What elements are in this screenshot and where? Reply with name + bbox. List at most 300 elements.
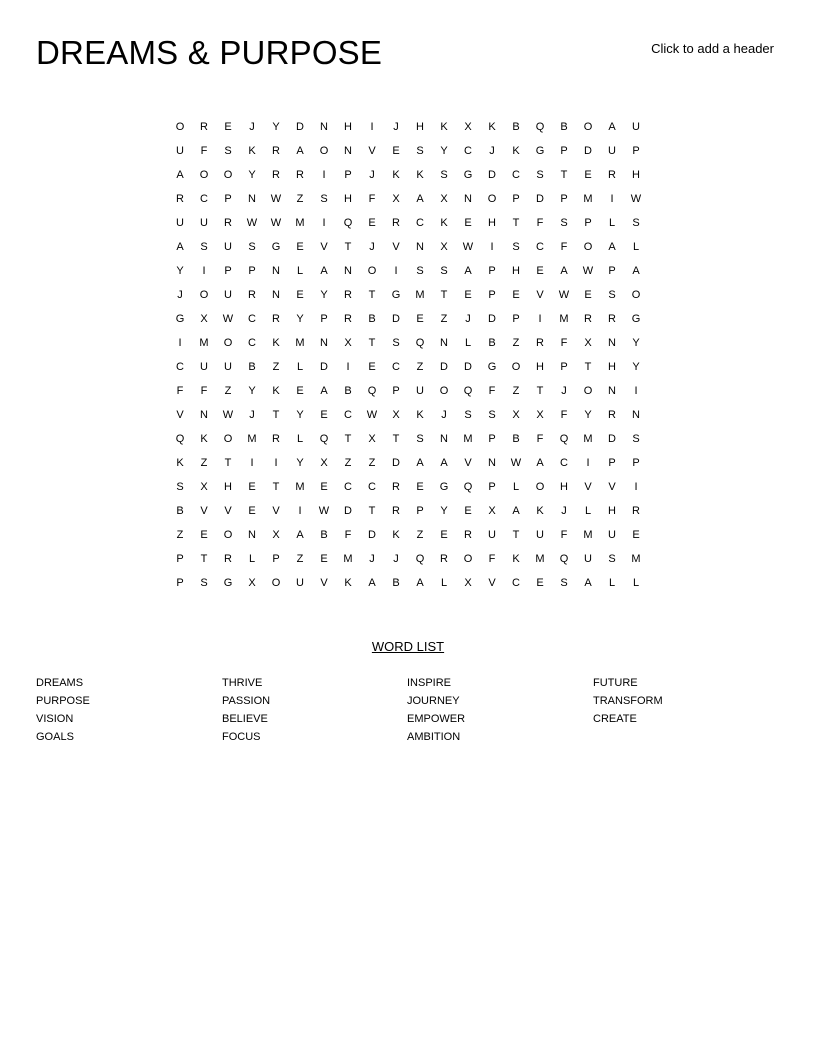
- grid-row: [168, 163, 648, 187]
- grid-letter: Z: [224, 385, 232, 397]
- grid-letter: Y: [296, 457, 304, 469]
- grid-letter: V: [176, 409, 184, 421]
- grid-letter: L: [296, 265, 304, 277]
- grid-letter: O: [223, 529, 233, 541]
- grid-letter: X: [392, 409, 400, 421]
- grid-letter: O: [175, 121, 185, 133]
- grid-letter: G: [535, 145, 545, 157]
- grid-letter: S: [248, 241, 256, 253]
- grid-letter: E: [368, 217, 376, 229]
- grid-letter: S: [440, 169, 448, 181]
- grid-row: [168, 499, 648, 523]
- grid-letter: Z: [512, 385, 520, 397]
- grid-letter: E: [464, 217, 472, 229]
- grid-letter: P: [176, 577, 184, 589]
- grid-letter: L: [608, 217, 616, 229]
- grid-letter: G: [439, 481, 449, 493]
- grid-letter: E: [320, 553, 328, 565]
- grid-letter: U: [584, 553, 592, 565]
- grid-letter: H: [608, 361, 616, 373]
- grid-letter: I: [274, 457, 278, 469]
- word-list-item: VISION: [36, 713, 74, 725]
- grid-letter: O: [199, 169, 209, 181]
- grid-letter: G: [391, 289, 401, 301]
- grid-letter: L: [632, 577, 640, 589]
- grid-letter: J: [369, 553, 375, 565]
- grid-letter: R: [608, 313, 616, 325]
- grid-letter: X: [200, 481, 208, 493]
- grid-letter: S: [608, 553, 616, 565]
- grid-letter: B: [368, 313, 376, 325]
- grid-letter: M: [415, 289, 425, 301]
- grid-letter: K: [392, 529, 400, 541]
- grid-letter: N: [464, 193, 472, 205]
- grid-letter: N: [440, 433, 448, 445]
- word-list-item: FUTURE: [593, 677, 638, 689]
- grid-letter: Q: [559, 433, 569, 445]
- grid-letter: Q: [415, 553, 425, 565]
- grid-letter: X: [536, 409, 544, 421]
- grid-letter: B: [344, 385, 352, 397]
- grid-letter: X: [440, 193, 448, 205]
- grid-letter: P: [344, 169, 352, 181]
- grid-letter: D: [392, 457, 400, 469]
- grid-letter: E: [632, 529, 640, 541]
- grid-letter: Q: [343, 217, 353, 229]
- grid-letter: N: [272, 265, 280, 277]
- grid-letter: Z: [176, 529, 184, 541]
- grid-letter: B: [512, 433, 520, 445]
- word-list-heading: WORD LIST: [371, 639, 445, 654]
- grid-letter: Z: [296, 193, 304, 205]
- grid-letter: X: [488, 505, 496, 517]
- grid-letter: S: [416, 433, 424, 445]
- grid-letter: E: [248, 505, 256, 517]
- grid-letter: Q: [367, 385, 377, 397]
- grid-letter: M: [583, 433, 593, 445]
- grid-letter: T: [224, 457, 232, 469]
- grid-letter: E: [464, 289, 472, 301]
- grid-letter: C: [512, 169, 520, 181]
- grid-letter: T: [200, 553, 208, 565]
- grid-letter: N: [632, 409, 640, 421]
- grid-letter: Y: [248, 169, 256, 181]
- grid-letter: A: [320, 385, 328, 397]
- grid-row: [168, 307, 648, 331]
- grid-letter: P: [512, 313, 520, 325]
- word-list-item: FOCUS: [222, 731, 261, 743]
- grid-letter: R: [296, 169, 304, 181]
- grid-letter: A: [608, 121, 616, 133]
- grid-row: [168, 139, 648, 163]
- grid-letter: R: [344, 289, 352, 301]
- grid-letter: E: [464, 505, 472, 517]
- grid-letter: H: [224, 481, 232, 493]
- grid-letter: N: [272, 289, 280, 301]
- grid-letter: E: [368, 361, 376, 373]
- grid-letter: C: [512, 577, 520, 589]
- grid-letter: D: [344, 505, 352, 517]
- grid-letter: S: [560, 217, 568, 229]
- grid-letter: V: [464, 457, 472, 469]
- grid-letter: N: [248, 193, 256, 205]
- grid-letter: Z: [296, 553, 304, 565]
- grid-letter: E: [512, 289, 520, 301]
- grid-letter: O: [271, 577, 281, 589]
- page-title: DREAMS & PURPOSE: [36, 34, 383, 71]
- word-list-column: [407, 674, 587, 746]
- grid-letter: E: [200, 529, 208, 541]
- grid-letter: S: [200, 241, 208, 253]
- grid-letter: T: [584, 361, 592, 373]
- grid-letter: B: [560, 121, 568, 133]
- grid-letter: T: [344, 433, 352, 445]
- word-list-item: INSPIRE: [407, 677, 452, 689]
- word-list-column: [593, 674, 773, 728]
- grid-letter: N: [488, 457, 496, 469]
- word-list-item: DREAMS: [36, 677, 84, 689]
- grid-letter: Y: [176, 265, 184, 277]
- grid-letter: W: [270, 217, 282, 229]
- grid-letter: W: [246, 217, 258, 229]
- grid-row: [168, 115, 648, 139]
- grid-row: [168, 547, 648, 571]
- grid-letter: N: [320, 337, 328, 349]
- grid-letter: T: [560, 169, 568, 181]
- grid-letter: Q: [463, 481, 473, 493]
- word-list-column: [36, 674, 216, 746]
- grid-letter: D: [464, 361, 472, 373]
- grid-letter: R: [272, 169, 280, 181]
- grid-letter: P: [176, 553, 184, 565]
- grid-letter: U: [224, 361, 232, 373]
- grid-letter: N: [440, 337, 448, 349]
- grid-letter: T: [512, 529, 520, 541]
- grid-letter: E: [296, 241, 304, 253]
- grid-letter: R: [608, 409, 616, 421]
- word-list-item: PURPOSE: [36, 695, 90, 707]
- grid-letter: B: [512, 121, 520, 133]
- grid-letter: L: [296, 433, 304, 445]
- grid-letter: S: [560, 577, 568, 589]
- grid-letter: S: [224, 145, 232, 157]
- grid-letter: I: [394, 265, 398, 277]
- grid-letter: Q: [175, 433, 185, 445]
- grid-letter: J: [561, 385, 567, 397]
- grid-letter: I: [322, 169, 326, 181]
- grid-letter: M: [199, 337, 209, 349]
- word-list-item: EMPOWER: [407, 713, 466, 725]
- grid-letter: W: [270, 193, 282, 205]
- grid-letter: J: [393, 121, 399, 133]
- grid-letter: R: [608, 169, 616, 181]
- grid-letter: B: [320, 529, 328, 541]
- grid-letter: R: [248, 289, 256, 301]
- grid-letter: H: [344, 121, 352, 133]
- grid-letter: B: [392, 577, 400, 589]
- grid-letter: P: [248, 265, 256, 277]
- grid-letter: R: [464, 529, 472, 541]
- grid-letter: P: [560, 145, 568, 157]
- grid-letter: T: [272, 409, 280, 421]
- grid-letter: P: [224, 193, 232, 205]
- grid-letter: V: [608, 481, 616, 493]
- grid-letter: G: [175, 313, 185, 325]
- grid-letter: J: [369, 169, 375, 181]
- grid-letter: D: [296, 121, 304, 133]
- grid-letter: J: [369, 241, 375, 253]
- grid-letter: V: [392, 241, 400, 253]
- grid-letter: C: [344, 409, 352, 421]
- grid-letter: I: [202, 265, 206, 277]
- word-list-item: BELIEVE: [222, 713, 268, 725]
- grid-letter: J: [441, 409, 447, 421]
- word-list-item: CREATE: [593, 713, 637, 725]
- grid-letter: R: [272, 433, 280, 445]
- grid-letter: M: [583, 193, 593, 205]
- grid-letter: B: [488, 337, 496, 349]
- grid-letter: S: [176, 481, 184, 493]
- grid-letter: N: [608, 337, 616, 349]
- grid-letter: F: [536, 433, 544, 445]
- grid-letter: Q: [559, 553, 569, 565]
- grid-letter: A: [560, 265, 568, 277]
- grid-letter: Z: [344, 457, 352, 469]
- grid-letter: O: [439, 385, 449, 397]
- grid-letter: X: [392, 193, 400, 205]
- grid-letter: I: [250, 457, 254, 469]
- grid-letter: H: [560, 481, 568, 493]
- grid-letter: L: [464, 337, 472, 349]
- grid-letter: F: [488, 385, 496, 397]
- grid-letter: C: [368, 481, 376, 493]
- grid-letter: U: [176, 217, 184, 229]
- grid-letter: R: [224, 217, 232, 229]
- grid-letter: Q: [463, 385, 473, 397]
- grid-letter: U: [608, 145, 616, 157]
- grid-letter: V: [272, 505, 280, 517]
- grid-letter: I: [610, 193, 614, 205]
- grid-letter: U: [488, 529, 496, 541]
- grid-letter: R: [272, 313, 280, 325]
- grid-letter: K: [176, 457, 184, 469]
- grid-letter: R: [536, 337, 544, 349]
- grid-row: [168, 451, 648, 475]
- grid-letter: P: [392, 385, 400, 397]
- grid-letter: F: [560, 241, 568, 253]
- grid-letter: N: [344, 145, 352, 157]
- grid-letter: U: [176, 145, 184, 157]
- grid-letter: D: [584, 145, 592, 157]
- grid-letter: F: [344, 529, 352, 541]
- grid-letter: A: [296, 529, 304, 541]
- grid-letter: X: [584, 337, 592, 349]
- grid-letter: C: [560, 457, 568, 469]
- grid-letter: M: [535, 553, 545, 565]
- grid-letter: C: [536, 241, 544, 253]
- grid-letter: Y: [272, 121, 280, 133]
- grid-letter: A: [632, 265, 640, 277]
- grid-letter: P: [560, 361, 568, 373]
- grid-letter: E: [248, 481, 256, 493]
- grid-letter: E: [320, 481, 328, 493]
- grid-letter: M: [247, 433, 257, 445]
- grid-letter: K: [512, 553, 520, 565]
- grid-letter: Q: [415, 337, 425, 349]
- grid-letter: G: [223, 577, 233, 589]
- grid-letter: P: [632, 145, 640, 157]
- grid-letter: A: [536, 457, 544, 469]
- grid-letter: Y: [320, 289, 328, 301]
- grid-letter: S: [200, 577, 208, 589]
- grid-letter: Y: [584, 409, 592, 421]
- grid-letter: O: [583, 385, 593, 397]
- grid-letter: C: [416, 217, 424, 229]
- grid-letter: L: [296, 361, 304, 373]
- add-header-placeholder[interactable]: Click to add a header: [651, 41, 774, 56]
- grid-letter: R: [200, 121, 208, 133]
- grid-letter: P: [416, 505, 424, 517]
- grid-letter: E: [296, 385, 304, 397]
- grid-letter: L: [512, 481, 520, 493]
- grid-letter: P: [488, 433, 496, 445]
- grid-letter: D: [488, 313, 496, 325]
- grid-letter: A: [584, 577, 592, 589]
- grid-letter: A: [608, 241, 616, 253]
- grid-letter: D: [608, 433, 616, 445]
- grid-letter: P: [608, 457, 616, 469]
- grid-letter: Z: [416, 361, 424, 373]
- grid-letter: Z: [200, 457, 208, 469]
- grid-letter: X: [344, 337, 352, 349]
- grid-letter: I: [178, 337, 182, 349]
- grid-letter: M: [295, 481, 305, 493]
- grid-letter: T: [344, 241, 352, 253]
- grid-letter: L: [248, 553, 256, 565]
- grid-row: [168, 283, 648, 307]
- grid-letter: P: [272, 553, 280, 565]
- grid-letter: O: [535, 481, 545, 493]
- grid-letter: A: [416, 457, 424, 469]
- grid-letter: R: [392, 505, 400, 517]
- grid-letter: I: [346, 361, 350, 373]
- grid-letter: S: [512, 241, 520, 253]
- grid-letter: P: [512, 193, 520, 205]
- grid-row: [168, 331, 648, 355]
- grid-letter: X: [272, 529, 280, 541]
- grid-letter: Z: [440, 313, 448, 325]
- grid-letter: W: [222, 313, 234, 325]
- grid-letter: C: [248, 337, 256, 349]
- grid-letter: R: [224, 553, 232, 565]
- grid-letter: J: [393, 553, 399, 565]
- grid-letter: X: [440, 241, 448, 253]
- grid-letter: R: [584, 313, 592, 325]
- grid-letter: J: [561, 505, 567, 517]
- grid-letter: S: [320, 193, 328, 205]
- grid-letter: F: [176, 385, 184, 397]
- grid-letter: E: [320, 409, 328, 421]
- grid-letter: F: [368, 193, 376, 205]
- grid-letter: K: [488, 121, 496, 133]
- grid-row: [168, 523, 648, 547]
- grid-letter: V: [200, 505, 208, 517]
- grid-letter: O: [583, 121, 593, 133]
- grid-letter: A: [320, 265, 328, 277]
- grid-letter: E: [536, 265, 544, 277]
- grid-letter: M: [631, 553, 641, 565]
- grid-letter: H: [512, 265, 520, 277]
- grid-letter: D: [392, 313, 400, 325]
- grid-letter: U: [632, 121, 640, 133]
- grid-letter: S: [416, 265, 424, 277]
- grid-letter: N: [416, 241, 424, 253]
- grid-letter: X: [512, 409, 520, 421]
- grid-letter: V: [320, 241, 328, 253]
- grid-row: [168, 211, 648, 235]
- grid-letter: K: [272, 337, 280, 349]
- grid-letter: T: [368, 337, 376, 349]
- grid-letter: T: [440, 289, 448, 301]
- grid-letter: J: [489, 145, 495, 157]
- grid-letter: S: [464, 409, 472, 421]
- grid-letter: S: [416, 145, 424, 157]
- grid-letter: J: [249, 121, 255, 133]
- grid-letter: G: [463, 169, 473, 181]
- grid-letter: U: [608, 529, 616, 541]
- word-list-column: [222, 674, 402, 746]
- grid-letter: C: [248, 313, 256, 325]
- grid-letter: E: [224, 121, 232, 133]
- grid-letter: K: [344, 577, 352, 589]
- grid-letter: M: [559, 313, 569, 325]
- grid-letter: N: [608, 385, 616, 397]
- grid-letter: O: [487, 193, 497, 205]
- word-list-item: JOURNEY: [407, 695, 460, 707]
- grid-row: [168, 235, 648, 259]
- grid-letter: O: [583, 241, 593, 253]
- grid-letter: A: [416, 193, 424, 205]
- grid-letter: X: [464, 577, 472, 589]
- grid-letter: S: [392, 337, 400, 349]
- grid-letter: I: [322, 217, 326, 229]
- grid-letter: K: [416, 169, 424, 181]
- grid-letter: E: [536, 577, 544, 589]
- word-list-item: TRANSFORM: [593, 695, 663, 707]
- grid-letter: Y: [440, 505, 448, 517]
- word-list-item: GOALS: [36, 731, 74, 743]
- grid-letter: G: [271, 241, 281, 253]
- grid-letter: H: [608, 505, 616, 517]
- grid-letter: S: [440, 265, 448, 277]
- grid-letter: V: [488, 577, 496, 589]
- grid-letter: O: [223, 433, 233, 445]
- grid-letter: P: [488, 265, 496, 277]
- grid-letter: Q: [319, 433, 329, 445]
- grid-letter: W: [222, 409, 234, 421]
- grid-row: [168, 187, 648, 211]
- grid-letter: K: [536, 505, 544, 517]
- grid-letter: F: [488, 553, 496, 565]
- grid-letter: C: [464, 145, 472, 157]
- word-list-item: PASSION: [222, 695, 271, 707]
- grid-letter: K: [440, 217, 448, 229]
- grid-letter: D: [488, 169, 496, 181]
- grid-letter: P: [488, 481, 496, 493]
- grid-letter: F: [560, 529, 568, 541]
- grid-letter: T: [368, 505, 376, 517]
- grid-letter: A: [176, 241, 184, 253]
